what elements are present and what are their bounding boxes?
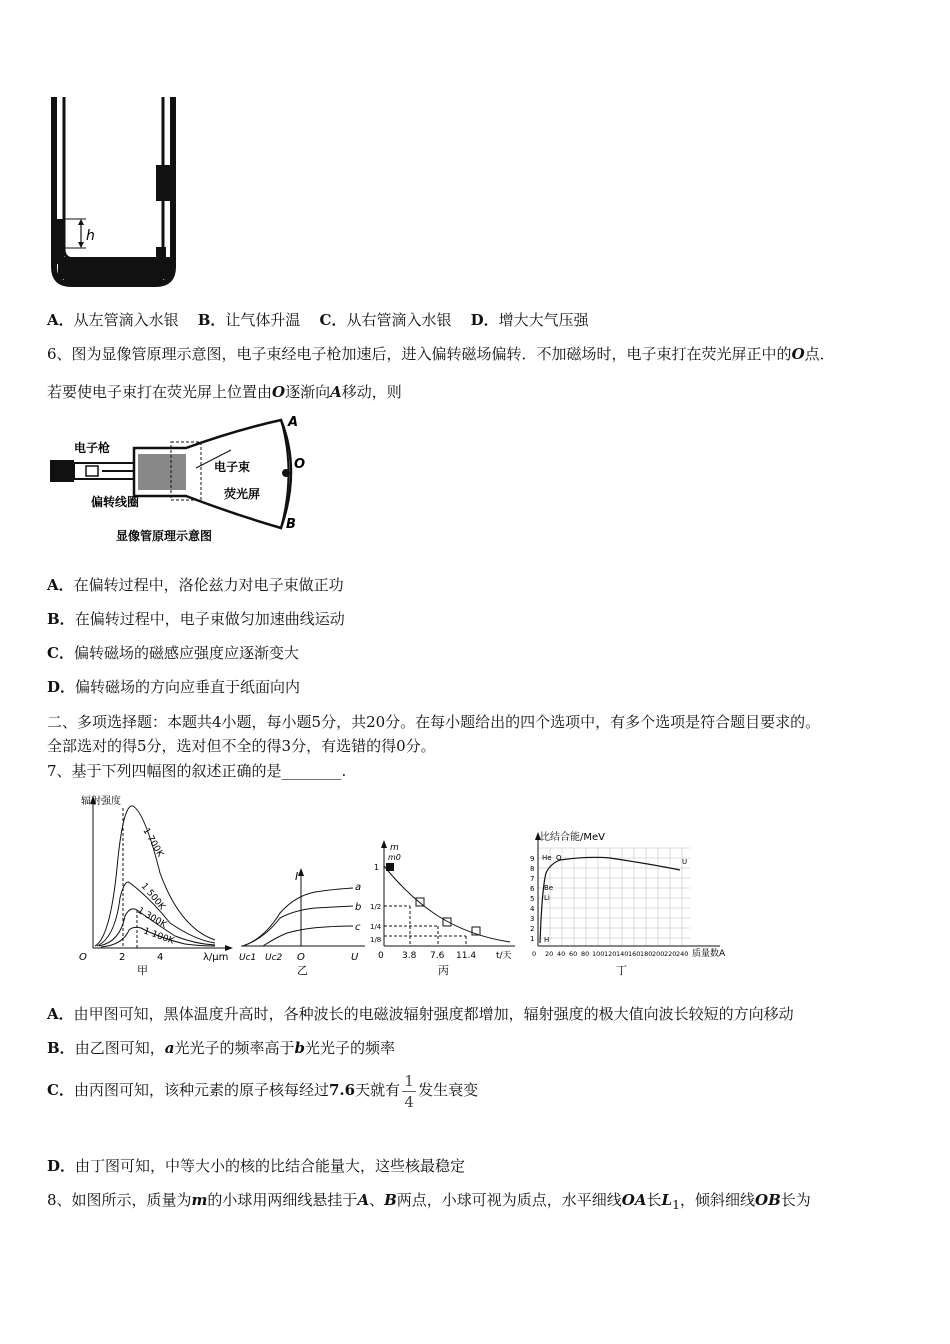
q7-option-c[interactable]: C．由丙图可知，该种元素的原子核每经过7.6天就有 $\frac{1}{4}$ 发生衰变: [47, 1071, 479, 1111]
u-tube-figure: [46, 97, 181, 292]
ding-he: He: [542, 854, 552, 862]
yi-ylabel: I: [295, 870, 299, 883]
bing-y4: 1/8: [370, 936, 382, 944]
yi-caption: 乙: [297, 964, 308, 977]
point-a-label: A: [288, 415, 299, 430]
ding-xtick: 80: [581, 950, 590, 958]
jia-tick2: 2: [119, 952, 126, 963]
fraction-one-quarter: $\frac{1}{4}$: [402, 1073, 416, 1110]
bing-ylabel-bot: m0: [388, 853, 401, 862]
jia-caption: 甲: [137, 964, 148, 977]
coil-label: 偏转线圈: [91, 495, 140, 509]
ding-ytick: 9: [530, 855, 535, 863]
h-label: h: [86, 228, 95, 244]
q7-stem: 7、基于下列四幅图的叙述正确的是________.: [47, 762, 347, 780]
q5-option-b[interactable]: 让气体升温: [225, 311, 301, 329]
gun-label: 电子枪: [74, 441, 111, 455]
q7-option-d[interactable]: D．由丁图可知，中等大小的核的比结合能量大，这些核最稳定: [47, 1157, 466, 1175]
jia-xlabel: λ/μm: [203, 952, 229, 963]
jia-t2: 1 500K: [138, 881, 167, 913]
fig-bing-decay: [370, 838, 520, 978]
ding-xtick: 120: [604, 950, 617, 958]
ding-ytick: 3: [530, 915, 535, 923]
jia-t4: 1 100K: [141, 926, 176, 947]
q6-option-d[interactable]: D．偏转磁场的方向应垂直于纸面向内: [47, 678, 301, 696]
jia-origin: O: [79, 952, 87, 963]
bing-y1: 1: [374, 863, 380, 872]
ding-ytick: 7: [530, 875, 535, 883]
ding-li: Li: [544, 894, 550, 902]
q5-option-a[interactable]: 从左管滴入水银: [73, 311, 179, 329]
ding-xtick: 200: [652, 950, 665, 958]
q5-option-c-label[interactable]: C．: [319, 311, 347, 329]
jia-t3: 1 300K: [135, 905, 168, 931]
yi-a: a: [355, 882, 362, 893]
point-o-label: O: [294, 457, 306, 472]
ding-xtick: 20: [545, 950, 554, 958]
q7-option-a[interactable]: A．由甲图可知，黑体温度升高时，各种波长的电磁波辐射强度都增加，辐射强度的极大值向波长较短的方向移动: [47, 1005, 794, 1023]
q5-options: [47, 309, 589, 331]
q5-option-d[interactable]: 增大大气压强: [498, 311, 589, 329]
ding-u: U: [682, 858, 688, 866]
fig-jia-blackbody: [75, 788, 235, 978]
ding-ytick: 6: [530, 885, 535, 893]
ding-xtick: 180: [640, 950, 653, 958]
q8-stem: 8、如图所示，质量为m的小球用两细线悬挂于A、B两点，小球可视为质点，水平细线OA长$L_1$，倾斜细线OB长为: [47, 1191, 811, 1212]
bing-origin: 0: [378, 951, 384, 961]
q5-option-d-label[interactable]: D．: [470, 311, 499, 329]
bing-ylabel-top: m: [390, 843, 399, 853]
ding-ytick: 4: [530, 905, 535, 913]
ding-xtick: 100: [592, 950, 605, 958]
yi-uc2: Uc2: [265, 953, 283, 963]
ding-origin: 0: [532, 950, 537, 958]
fig-yi-photoelectric: [235, 858, 370, 978]
ding-be: Be: [544, 884, 554, 892]
ding-xtick: 40: [557, 950, 566, 958]
ding-ylabel: 比结合能/MeV: [540, 832, 605, 843]
ding-ytick: 1: [530, 935, 535, 943]
ding-xtick: 140: [616, 950, 629, 958]
q5-option-b-label[interactable]: B．: [197, 311, 226, 329]
ding-ytick: 5: [530, 895, 535, 903]
yi-xlabel: U: [351, 952, 359, 963]
ding-xtick: 160: [628, 950, 641, 958]
yi-b: b: [355, 902, 362, 913]
jia-t1: 1 700K: [140, 826, 165, 859]
ding-xlabel: 质量数A: [692, 949, 726, 959]
crt-caption: 显像管原理示意图: [116, 529, 213, 543]
ding-xtick: 240: [676, 950, 689, 958]
bing-x3: 11.4: [456, 951, 477, 961]
q6-option-b[interactable]: B．在偏转过程中，电子束做匀加速曲线运动: [47, 610, 345, 628]
bing-y2: 1/2: [370, 903, 382, 911]
q6-option-c[interactable]: C．偏转磁场的磁感应强度应逐渐变大: [47, 644, 299, 662]
fig-ding-binding-energy: [520, 828, 730, 978]
ding-xtick: 220: [664, 950, 677, 958]
yi-uc1: Uc1: [239, 953, 257, 963]
yi-origin: O: [297, 952, 305, 963]
ding-xtick: 60: [569, 950, 578, 958]
crt-diagram: [46, 410, 316, 550]
section2-heading: 二、多项选择题：本题共4小题，每小题5分，共20分。在每小题给出的四个选项中，有多个选项是符合题目要求的。: [47, 713, 821, 731]
point-b-label: B: [286, 517, 296, 532]
bing-y3: 1/4: [370, 923, 382, 931]
bing-x1: 3.8: [402, 951, 417, 961]
q6-stem-line2: 若要使电子束打在荧光屏上位置由O逐渐向A移动，则: [47, 383, 402, 401]
ding-h: H: [544, 936, 550, 944]
section2-subheading: 全部选对的得5分，选对但不全的得3分，有选错的得0分。: [47, 737, 436, 755]
q5-option-c[interactable]: 从右管滴入水银: [346, 311, 452, 329]
screen-label: 荧光屏: [224, 487, 261, 501]
q6-option-a[interactable]: A．在偏转过程中，洛伦兹力对电子束做正功: [47, 576, 344, 594]
jia-tick4: 4: [157, 952, 164, 963]
q5-option-a-label[interactable]: A．: [47, 311, 74, 329]
ding-ytick: 2: [530, 925, 535, 933]
bing-x2: 7.6: [430, 951, 445, 961]
bing-xlabel: t/天: [496, 951, 512, 961]
jia-ylabel: 辐射强度: [81, 796, 121, 807]
bing-caption: 丙: [438, 964, 449, 977]
ding-o: O: [556, 854, 562, 862]
ding-caption: 丁: [616, 964, 627, 977]
q6-stem-line1: 6、图为显像管原理示意图，电子束经电子枪加速后，进入偏转磁场偏转．不加磁场时，电子束打在荧光屏正中的O点．: [47, 345, 835, 363]
yi-c: c: [355, 922, 361, 933]
q7-option-b[interactable]: B．由乙图可知，a光光子的频率高于b光光子的频率: [47, 1039, 395, 1057]
ding-ytick: 8: [530, 865, 535, 873]
beam-label: 电子束: [214, 460, 251, 474]
